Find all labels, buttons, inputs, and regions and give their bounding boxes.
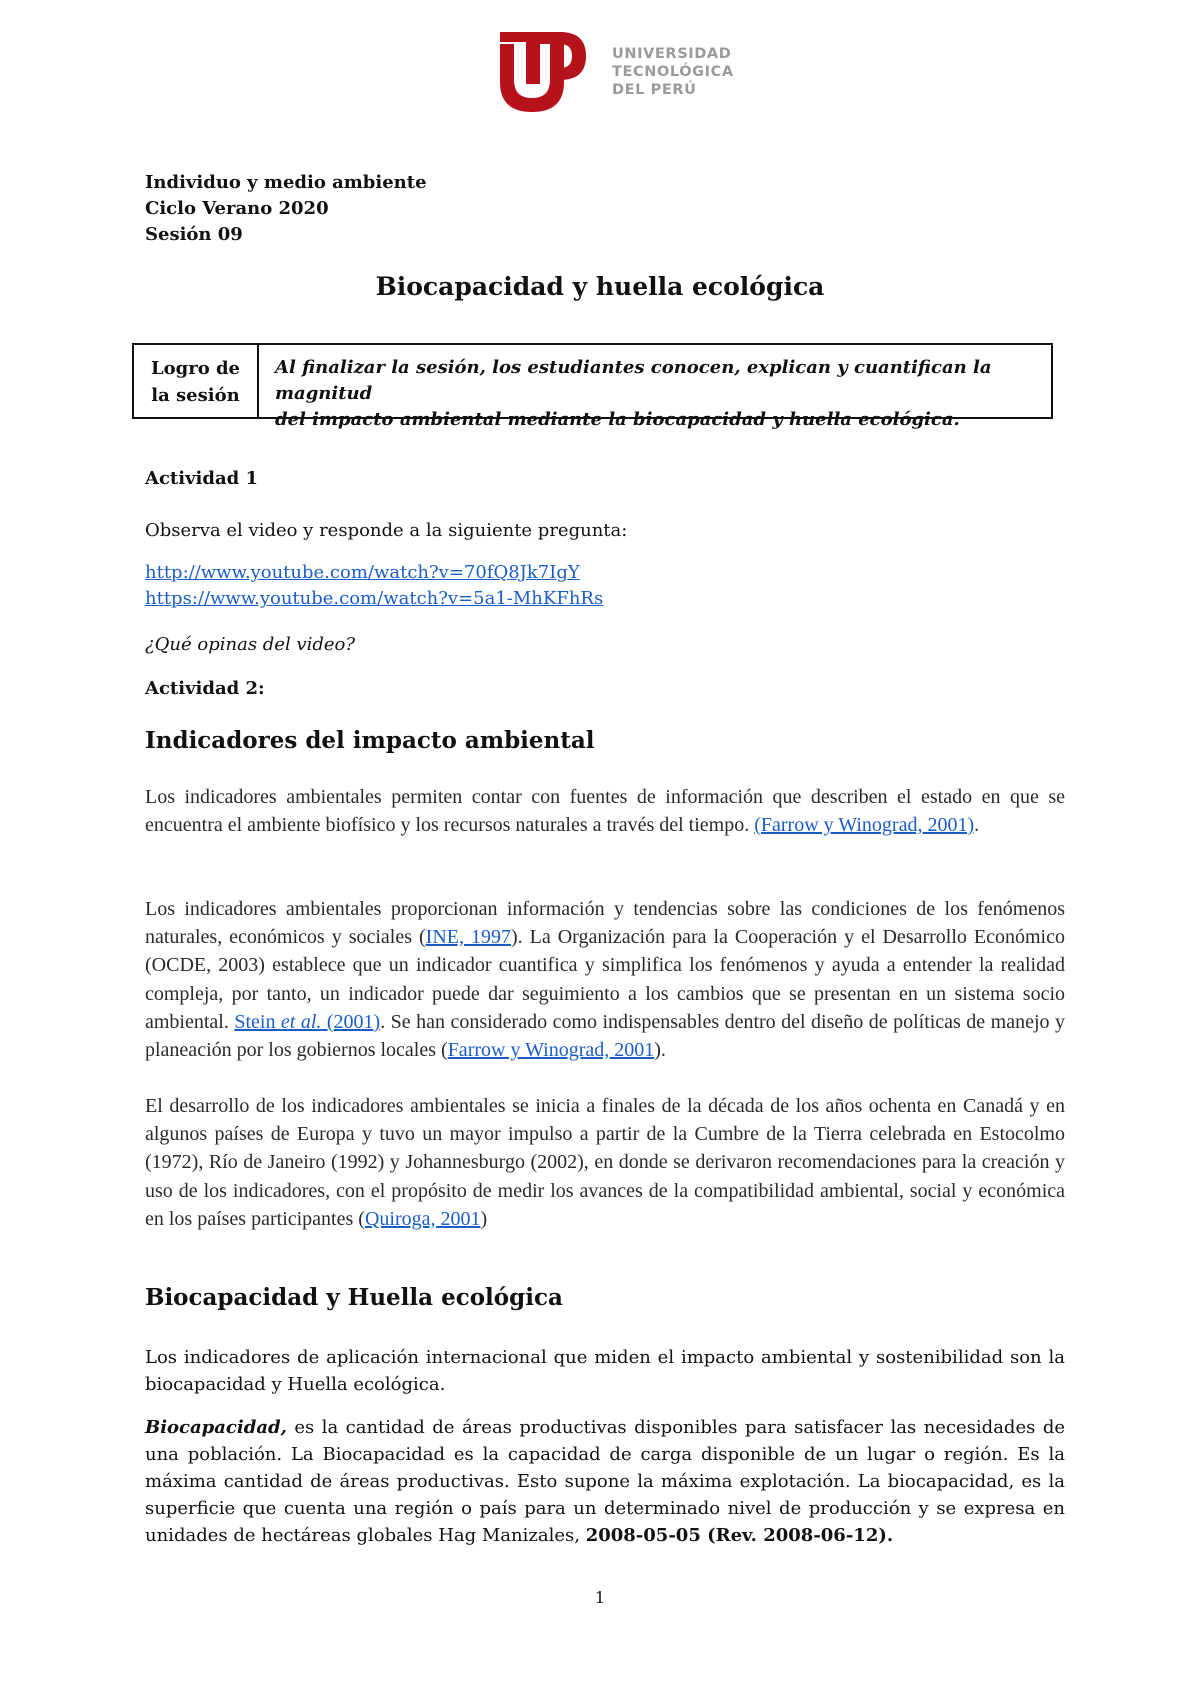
biocapacidad-paragraph-1: Los indicadores de aplicación internacional que miden el impacto ambiental y sostenibilidad son la biocapacidad y Huella ecológica. bbox=[145, 1347, 1065, 1395]
ref-ine-1997[interactable]: INE, 1997 bbox=[425, 926, 511, 949]
actividad-2-heading: Actividad 2: bbox=[145, 678, 265, 699]
logo-line-1: UNIVERSIDAD bbox=[612, 46, 732, 62]
course-name: Individuo y medio ambiente bbox=[145, 172, 427, 193]
ref-stein-name[interactable]: Stein bbox=[234, 1010, 281, 1033]
indicadores-p2-c: . Se han considerado como indispensables dentro del diseño de políticas de manejo y planeación por los gobiernos locales ( bbox=[145, 1010, 1065, 1062]
logro-text-line-1: Al finalizar la sesión, los estudiantes conocen, explican y cuantifican la magnitud bbox=[275, 357, 992, 404]
indicadores-p1-text: Los indicadores ambientales permiten contar con fuentes de información que describen el estado en que se encuentra el ambiente biofísico y los recursos naturales a través del tiempo. bbox=[145, 786, 1065, 837]
indicadores-p2-d: ). bbox=[654, 1039, 666, 1062]
video-link-2[interactable]: https://www.youtube.com/watch?v=5a1-MhKFhRs bbox=[145, 588, 604, 609]
document-title: Biocapacidad y huella ecológica bbox=[375, 272, 825, 301]
utp-logo bbox=[498, 30, 738, 116]
indicadores-p2-b: ). La Organización para la Cooperación y el Desarrollo Económico (OCDE, 2003) establece que un indicador cuantifica y simplifica los fenómenos y ayuda a entender la realidad compleja, por tanto, un indicador puede dar seguimiento a los cambios que se presentan en un sistema socio ambiental. bbox=[145, 926, 1065, 1033]
ref-farrow-winograd-2[interactable]: Farrow y Winograd, 2001 bbox=[447, 1039, 655, 1062]
biocapacidad-definition: es la cantidad de áreas productivas disponibles para satisfacer las necesidades de una población. La Biocapacidad es la capacidad de carga disponible de un lugar o región. Es la máxima cantidad de áreas productivas. Esto supone la máxima explotación. La biocapacidad, es la superficie que cuenta una región o país para un determinado nivel de producción y se expresa en unidades de hectáreas globales Hag Manizales, bbox=[145, 1417, 1065, 1546]
ref-quiroga-2001[interactable]: Quiroga, 2001 bbox=[364, 1207, 481, 1230]
logro-label-line-2: la sesión bbox=[151, 385, 240, 406]
logo-line-2: TECNOLÓGICA bbox=[612, 64, 734, 80]
section-biocapacidad-heading: Biocapacidad y Huella ecológica bbox=[145, 1284, 563, 1311]
indicadores-p3-a: El desarrollo de los indicadores ambientales se inicia a finales de la década de los años ochenta en Canadá y en algunos países de Europa y tuvo un mayor impulso a partir de la Cumbre de la Tierra celebrada en Estocolmo (1972), Río de Janeiro (1992) y Johannesburgo (2002), en donde se derivaron recomendaciones para la creación y uso de los indicadores, con el propósito de medir los avances de la compatibilidad ambiental, social y económica en los países participantes ( bbox=[145, 1095, 1065, 1230]
page-number: 1 bbox=[594, 1588, 606, 1607]
indicadores-p3-b: ) bbox=[480, 1207, 488, 1230]
biocapacidad-date: 2008-05-05 (Rev. 2008-06-12). bbox=[585, 1525, 894, 1546]
actividad-1-question: ¿Qué opinas del video? bbox=[145, 634, 356, 655]
indicadores-paragraph-3 bbox=[145, 1092, 1065, 1233]
logro-text-line-2: del impacto ambiental mediante la biocapacidad y huella ecológica. bbox=[275, 409, 960, 430]
session-number: Sesión 09 bbox=[145, 224, 243, 245]
ref-stein-et-al[interactable]: et al. bbox=[280, 1010, 322, 1033]
actividad-1-heading: Actividad 1 bbox=[145, 468, 259, 489]
actividad-1-instruction: Observa el video y responde a la siguiente pregunta: bbox=[145, 520, 628, 541]
video-links bbox=[145, 560, 1065, 612]
biocapacidad-paragraph-2 bbox=[145, 1414, 1065, 1549]
indicadores-p2-a: Los indicadores ambientales proporcionan información y tendencias sobre las condiciones de los fenómenos naturales, económicos y sociales ( bbox=[145, 898, 1065, 949]
logo-wordmark bbox=[612, 45, 734, 99]
ref-farrow-winograd-1[interactable]: (Farrow y Winograd, 2001) bbox=[754, 814, 975, 837]
video-link-1[interactable]: http://www.youtube.com/watch?v=70fQ8Jk7IgY bbox=[145, 562, 580, 583]
logro-label bbox=[134, 345, 259, 417]
utp-logo-icon bbox=[498, 30, 598, 116]
indicadores-paragraph-2 bbox=[145, 895, 1065, 1064]
indicadores-paragraph-1 bbox=[145, 783, 1065, 839]
logro-description bbox=[259, 345, 1051, 430]
section-indicadores-heading: Indicadores del impacto ambiental bbox=[145, 727, 595, 754]
logro-table bbox=[132, 343, 1053, 430]
indicadores-p1-end: . bbox=[974, 814, 980, 837]
logro-label-line-1: Logro de bbox=[150, 358, 241, 379]
biocapacidad-term: Biocapacidad, bbox=[145, 1417, 287, 1438]
course-cycle: Ciclo Verano 2020 bbox=[145, 198, 329, 219]
logo-line-3: DEL PERÚ bbox=[612, 82, 697, 98]
course-header bbox=[145, 170, 1065, 248]
ref-stein-year[interactable]: (2001) bbox=[321, 1010, 381, 1033]
